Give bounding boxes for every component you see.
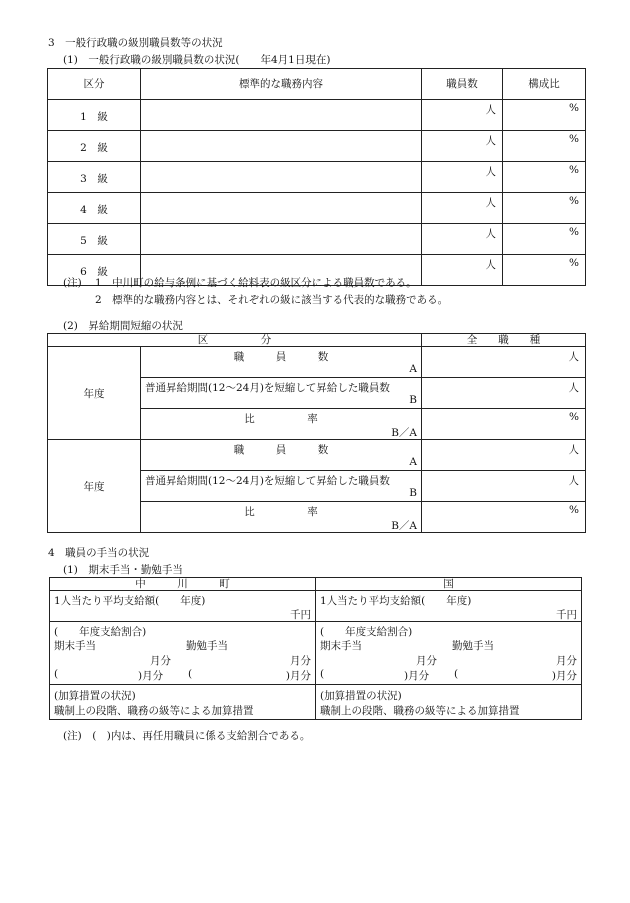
grade-label: 6 級 <box>80 266 108 278</box>
duty-cell[interactable] <box>141 224 422 255</box>
year-cell[interactable]: 年度 <box>48 347 141 440</box>
table-row <box>48 131 586 162</box>
kinben-label: 勤勉手当 <box>186 640 228 652</box>
grade-label: 4 級 <box>80 204 108 216</box>
row-ratio-label: 比 率 <box>244 506 318 518</box>
country-ratio-cell[interactable]: ( 年度支給割合) 期末手当 勤勉手当 月分 月分 ( )月分 ( )月分 <box>316 622 582 685</box>
duty-cell[interactable] <box>141 100 422 131</box>
ratio-value-cell[interactable]: % <box>422 409 586 440</box>
table-row <box>48 193 586 224</box>
row-staff-label: 職 員 数 <box>233 351 329 363</box>
kimatsu-label: 期末手当 <box>320 640 362 652</box>
header-duty: 標準的な職務内容 <box>141 69 422 100</box>
staff-value-cell[interactable]: 人 <box>422 440 586 471</box>
staff-cell[interactable]: 人 <box>422 255 503 286</box>
staff-cell[interactable]: 人 <box>422 224 503 255</box>
staff-cell[interactable]: 人 <box>422 162 503 193</box>
town-kasan-cell[interactable]: (加算措置の状況) 職制上の段階、職務の級等による加算措置 <box>50 685 316 720</box>
section3-sub2: (2) 昇給期間短縮の状況 <box>63 320 183 332</box>
grade-label: 2 級 <box>80 142 108 154</box>
header-ratio: 構成比 <box>503 69 586 100</box>
ratio-value-cell[interactable]: % <box>422 502 586 533</box>
header-staff-count: 職員数 <box>422 69 503 100</box>
note-1: 1 中川町の給与条例に基づく給料表の級区分による職員数である。 <box>95 277 417 289</box>
row-staff-label: 職 員 数 <box>233 444 329 456</box>
header-country: 国 <box>316 578 582 591</box>
kinben-label: 勤勉手当 <box>452 640 494 652</box>
grade-label: 3 級 <box>80 173 108 185</box>
kimatsu-label: 期末手当 <box>54 640 96 652</box>
table-row: 比 率 B／A % <box>48 502 586 533</box>
country-avg-pay-cell[interactable]: 1人当たり平均支給額( 年度) 千円 <box>316 591 582 622</box>
shortened-value-cell[interactable]: 人 <box>422 471 586 502</box>
header-all-jobs: 全 職 種 <box>422 334 586 347</box>
duty-cell[interactable] <box>141 193 422 224</box>
row-ratio-label: 比 率 <box>244 413 318 425</box>
staff-value-cell[interactable]: 人 <box>422 347 586 378</box>
duty-cell[interactable] <box>141 162 422 193</box>
grade-label: 5 級 <box>80 235 108 247</box>
table-row: 年度 職 員 数 A 人 <box>48 347 586 378</box>
section4-heading: 4 職員の手当の状況 <box>48 547 150 559</box>
staff-cell[interactable]: 人 <box>422 131 503 162</box>
row-shortened-label: 普通昇給期間(12〜24月)を短縮して昇給した職員数 <box>145 382 390 394</box>
promotion-table <box>47 333 586 533</box>
grade-staff-table <box>47 68 586 286</box>
ratio-cell[interactable]: % <box>503 193 586 224</box>
header-town: 中 川 町 <box>50 578 316 591</box>
ratio-cell[interactable]: % <box>503 100 586 131</box>
staff-cell[interactable]: 人 <box>422 100 503 131</box>
ratio-cell[interactable]: % <box>503 255 586 286</box>
allowance-table <box>49 577 582 720</box>
note-label: (注) <box>63 277 82 289</box>
ratio-cell[interactable]: % <box>503 131 586 162</box>
header-kubun2: 区 分 <box>48 334 422 347</box>
section3-sub1: (1) 一般行政職の級別職員数の状況( 年4月1日現在) <box>63 54 331 66</box>
table-row <box>48 100 586 131</box>
table-row <box>48 162 586 193</box>
note-2: 2 標準的な職務内容とは、それぞれの級に該当する代表的な職務である。 <box>95 294 449 306</box>
table-row: 普通昇給期間(12〜24月)を短縮して昇給した職員数 B 人 <box>48 378 586 409</box>
shortened-value-cell[interactable]: 人 <box>422 378 586 409</box>
ratio-cell[interactable]: % <box>503 162 586 193</box>
table-row: 比 率 B／A % <box>48 409 586 440</box>
duty-cell[interactable] <box>141 131 422 162</box>
ratio-cell[interactable]: % <box>503 224 586 255</box>
table-row: 普通昇給期間(12〜24月)を短縮して昇給した職員数 B 人 <box>48 471 586 502</box>
staff-cell[interactable]: 人 <box>422 193 503 224</box>
table-row <box>48 224 586 255</box>
row-shortened-label: 普通昇給期間(12〜24月)を短縮して昇給した職員数 <box>145 475 390 487</box>
section4-note: (注) ( )内は、再任用職員に係る支給割合である。 <box>63 730 311 742</box>
town-ratio-cell[interactable]: ( 年度支給割合) 期末手当 勤勉手当 月分 月分 ( )月分 ( )月分 <box>50 622 316 685</box>
section3-heading: 3 一般行政職の級別職員数等の状況 <box>48 37 223 49</box>
grade-label: 1 級 <box>80 111 108 123</box>
table-row: 年度 職 員 数 A 人 <box>48 440 586 471</box>
section4-sub1: (1) 期末手当・勤勉手当 <box>63 564 183 576</box>
country-kasan-cell[interactable]: (加算措置の状況) 職制上の段階、職務の級等による加算措置 <box>316 685 582 720</box>
town-avg-pay-cell[interactable]: 1人当たり平均支給額( 年度) 千円 <box>50 591 316 622</box>
year-cell[interactable]: 年度 <box>48 440 141 533</box>
header-kubun: 区分 <box>48 69 141 100</box>
